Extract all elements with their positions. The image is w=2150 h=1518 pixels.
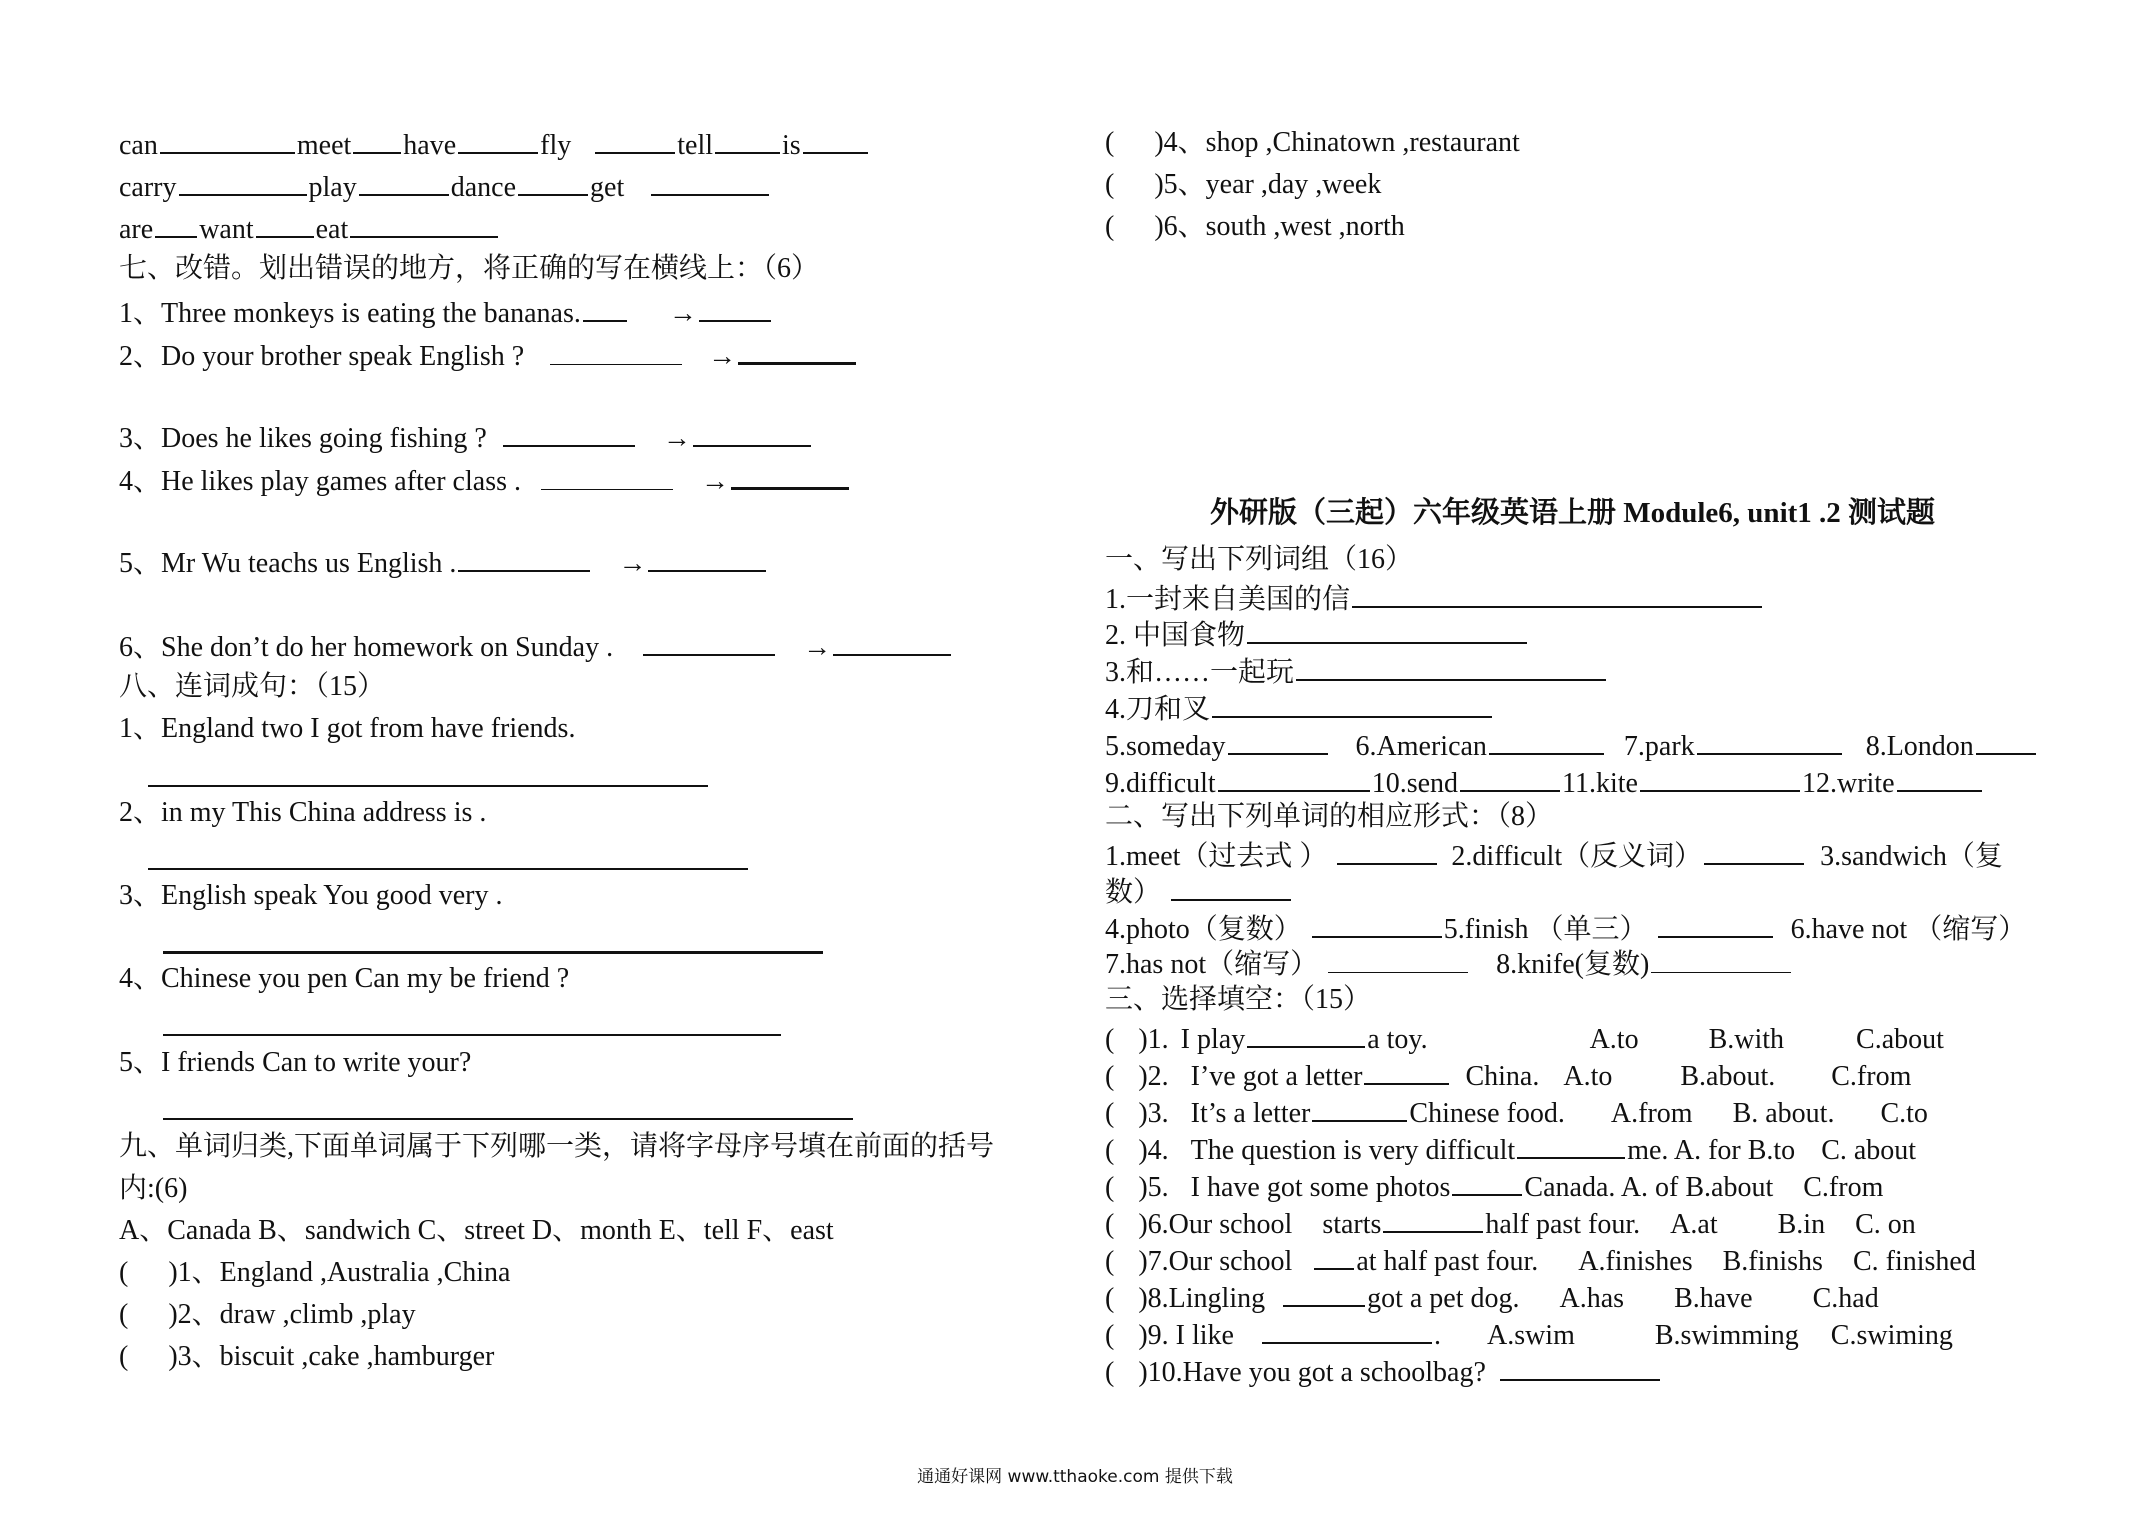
word: dance bbox=[450, 172, 517, 203]
phrase-prompt: 10.send bbox=[1371, 768, 1459, 799]
option[interactable]: A.to bbox=[1563, 1061, 1613, 1092]
option[interactable]: B.in bbox=[1777, 1209, 1826, 1240]
word-form-prompt: 5.finish （单三） bbox=[1443, 914, 1648, 945]
answer-blank[interactable] bbox=[256, 210, 314, 238]
word-form-prompt: 3.sandwich（复 bbox=[1820, 841, 2003, 872]
item-number: )2. bbox=[1138, 1061, 1169, 1092]
answer-blank[interactable] bbox=[518, 168, 588, 196]
item-number: )9. I like bbox=[1138, 1320, 1234, 1351]
word-group: )1、England ,Australia ,China bbox=[168, 1257, 511, 1288]
answer-blank[interactable] bbox=[1314, 1242, 1354, 1270]
answer-paren[interactable]: ( bbox=[1105, 1209, 1115, 1240]
footer-source: 通通好课网 www.tthaoke.com 提供下载 bbox=[917, 1467, 1233, 1487]
word-form-prompt: 7.has not（缩写） bbox=[1105, 949, 1319, 980]
stem: at half past four. bbox=[1356, 1246, 1539, 1277]
answer-paren[interactable]: ( bbox=[1105, 1172, 1115, 1203]
stem: Chinese food. bbox=[1409, 1098, 1565, 1129]
answer-blank[interactable] bbox=[1651, 946, 1791, 973]
word: play bbox=[308, 172, 357, 203]
answer-blank[interactable] bbox=[1364, 1057, 1449, 1085]
correction-blank[interactable] bbox=[833, 628, 951, 656]
stem: China. bbox=[1465, 1061, 1540, 1092]
sentence: 3、Does he likes going fishing ? bbox=[119, 423, 487, 454]
answer-blank[interactable] bbox=[1283, 1279, 1365, 1307]
option[interactable]: A.at bbox=[1670, 1209, 1718, 1240]
correction-item bbox=[119, 336, 858, 374]
answer-blank[interactable] bbox=[1312, 1094, 1407, 1122]
item-number: )5. bbox=[1138, 1172, 1169, 1203]
answer-blank[interactable] bbox=[1296, 653, 1606, 681]
word: meet bbox=[296, 130, 352, 161]
classify-item bbox=[1105, 126, 1520, 160]
word-group: )4、shop ,Chinatown ,restaurant bbox=[1154, 127, 1520, 158]
sentence: 2、Do your brother speak English ? bbox=[119, 341, 525, 372]
answer-blank[interactable] bbox=[1383, 1205, 1483, 1233]
test-title: 外研版（三起）六年级英语上册 Module6, unit1 .2 测试题 bbox=[1210, 497, 1936, 529]
answer-paren[interactable]: ( bbox=[1105, 211, 1115, 242]
item-number: )3. bbox=[1138, 1098, 1169, 1129]
answer-blank[interactable] bbox=[1337, 837, 1437, 865]
answer-blank[interactable] bbox=[160, 126, 295, 154]
choice-item bbox=[1105, 1131, 1916, 1168]
phrase-prompt: 3.和……一起玩 bbox=[1105, 657, 1295, 688]
error-blank[interactable] bbox=[541, 463, 673, 490]
section-8-title: 八、连词成句：（15） bbox=[119, 671, 386, 702]
error-blank[interactable] bbox=[643, 628, 775, 656]
stem: starts bbox=[1322, 1209, 1382, 1240]
answer-blank[interactable] bbox=[1697, 727, 1842, 755]
sentence: 6、She don’t do her homework on Sunday . bbox=[119, 632, 614, 663]
word-form-row bbox=[1105, 910, 2026, 947]
error-blank[interactable] bbox=[458, 544, 590, 572]
stem: The question is very difficult bbox=[1190, 1135, 1516, 1166]
sentence: 4、He likes play games after class . bbox=[119, 466, 521, 497]
error-blank[interactable] bbox=[550, 338, 682, 365]
word-row-2 bbox=[119, 168, 771, 205]
option[interactable]: A.from bbox=[1610, 1098, 1693, 1129]
section-9-title-cont: 内:(6) bbox=[119, 1173, 188, 1204]
word-row-1 bbox=[119, 126, 870, 163]
option[interactable]: C. on bbox=[1855, 1209, 1916, 1240]
stem: half past four. bbox=[1485, 1209, 1641, 1240]
answer-blank[interactable] bbox=[1247, 616, 1527, 644]
answer-blank[interactable] bbox=[1489, 727, 1604, 755]
word-form-prompt: 2.difficult（反义词） bbox=[1451, 841, 1703, 872]
phrase-item bbox=[1105, 580, 1764, 617]
error-blank[interactable] bbox=[583, 294, 627, 322]
answer-blank[interactable] bbox=[1704, 837, 1804, 865]
word: want bbox=[199, 214, 254, 245]
answer-blank[interactable] bbox=[1262, 1316, 1432, 1344]
phrase-prompt: 1.一封来自美国的信 bbox=[1105, 584, 1351, 615]
answer-blank[interactable] bbox=[350, 210, 498, 238]
correction-item bbox=[119, 544, 768, 581]
answer-line[interactable] bbox=[163, 1032, 781, 1036]
phrase-prompt: 12.write bbox=[1801, 768, 1895, 799]
answer-blank[interactable] bbox=[1328, 946, 1468, 973]
answer-paren[interactable]: ( bbox=[1105, 1024, 1115, 1055]
stem: a toy. bbox=[1367, 1024, 1428, 1055]
option[interactable]: C.from bbox=[1803, 1172, 1884, 1203]
answer-blank[interactable] bbox=[1228, 727, 1328, 755]
classify-item bbox=[1105, 168, 1381, 202]
answer-blank[interactable] bbox=[1517, 1131, 1625, 1159]
answer-blank[interactable] bbox=[1658, 910, 1773, 938]
word-form-row-cont bbox=[1105, 873, 1293, 910]
answer-blank[interactable] bbox=[1897, 764, 1982, 792]
answer-paren[interactable]: ( bbox=[1105, 169, 1115, 200]
answer-blank[interactable] bbox=[1976, 727, 2036, 755]
phrase-prompt: 9.difficult bbox=[1105, 768, 1216, 799]
option[interactable]: B.with bbox=[1708, 1024, 1785, 1055]
answer-paren[interactable]: ( bbox=[1105, 1098, 1115, 1129]
answer-blank[interactable] bbox=[595, 126, 675, 154]
answer-paren[interactable]: ( bbox=[1105, 1135, 1115, 1166]
stem: I’ve got a letter bbox=[1190, 1061, 1363, 1092]
option[interactable]: C. finished bbox=[1852, 1246, 1976, 1277]
correction-blank[interactable] bbox=[648, 544, 766, 572]
scrambled-sentence: 1、England two I got from have friends. bbox=[119, 713, 576, 744]
option[interactable]: C.about bbox=[1856, 1024, 1944, 1055]
section-9-title: 九、单词归类,下面单词属于下列哪一类，请将字母序号填在前面的括号 bbox=[119, 1131, 995, 1162]
answer-blank[interactable] bbox=[1247, 1020, 1365, 1048]
phrase-prompt: 4.刀和叉 bbox=[1105, 694, 1211, 725]
answer-blank[interactable] bbox=[1171, 873, 1291, 901]
stem: Canada. A. of B.about bbox=[1524, 1172, 1774, 1203]
correction-blank[interactable] bbox=[693, 419, 811, 447]
correction-blank[interactable] bbox=[699, 294, 771, 322]
stem: I have got some photos bbox=[1190, 1172, 1451, 1203]
section-3-title: 三、选择填空：（15） bbox=[1105, 984, 1372, 1015]
answer-blank[interactable] bbox=[1460, 764, 1560, 792]
answer-paren[interactable]: ( bbox=[1105, 1246, 1115, 1277]
arrow-icon: → bbox=[803, 632, 832, 663]
phrase-row bbox=[1105, 727, 2038, 764]
answer-blank[interactable] bbox=[458, 126, 538, 154]
word: eat bbox=[315, 214, 349, 245]
item-number: )1. bbox=[1138, 1024, 1169, 1055]
correction-blank[interactable] bbox=[731, 461, 849, 490]
choice-item bbox=[1105, 1242, 1976, 1279]
word: can bbox=[119, 130, 158, 161]
sentence: 5、Mr Wu teachs us English . bbox=[119, 548, 457, 579]
word-group: )2、draw ,climb ,play bbox=[168, 1299, 416, 1330]
option[interactable]: A.swim bbox=[1486, 1320, 1575, 1351]
answer-paren[interactable]: ( bbox=[1105, 1320, 1115, 1351]
answer-paren[interactable]: ( bbox=[1105, 1357, 1115, 1388]
answer-blank[interactable] bbox=[1312, 910, 1442, 938]
word: fly bbox=[540, 130, 572, 161]
item-number: )6.Our school bbox=[1138, 1209, 1293, 1240]
correction-blank[interactable] bbox=[738, 336, 856, 365]
word-form-prompt: 8.knife(复数) bbox=[1496, 949, 1650, 980]
arrow-icon: → bbox=[708, 341, 737, 372]
choice-item bbox=[1105, 1205, 1916, 1242]
answer-blank[interactable] bbox=[803, 126, 868, 154]
answer-paren[interactable]: ( bbox=[1105, 1283, 1115, 1314]
phrase-prompt: 7.park bbox=[1623, 731, 1695, 762]
answer-paren[interactable]: ( bbox=[1105, 127, 1115, 158]
answer-blank[interactable] bbox=[1218, 764, 1370, 792]
phrase-row bbox=[1105, 764, 1984, 801]
item-number: )7.Our school bbox=[1138, 1246, 1293, 1277]
item-number: )10.Have you got a schoolbag? bbox=[1138, 1357, 1486, 1388]
answer-blank[interactable] bbox=[1640, 764, 1800, 792]
stem: It’s a letter bbox=[1190, 1098, 1311, 1129]
option[interactable]: A.finishes bbox=[1578, 1246, 1693, 1277]
answer-blank[interactable] bbox=[651, 168, 769, 196]
stem: I play bbox=[1180, 1024, 1246, 1055]
choice-item bbox=[1105, 1353, 1662, 1390]
classify-item bbox=[1105, 210, 1405, 244]
choice-item bbox=[1105, 1316, 1953, 1353]
choice-item bbox=[1105, 1094, 1928, 1131]
answer-line[interactable] bbox=[163, 949, 823, 954]
word-group: )5、year ,day ,week bbox=[1154, 169, 1382, 200]
answer-blank[interactable] bbox=[155, 210, 197, 238]
word-form-prompt: 数） bbox=[1105, 877, 1162, 908]
category-options: A、Canada B、sandwich C、street D、month E、tell F、east bbox=[119, 1215, 834, 1246]
choice-item bbox=[1105, 1279, 1879, 1316]
stem: me. A. for B.to bbox=[1627, 1135, 1796, 1166]
error-blank[interactable] bbox=[503, 419, 635, 447]
word-row-3 bbox=[119, 210, 500, 247]
word-form-prompt: 6.have not （缩写） bbox=[1790, 914, 2027, 945]
correction-item bbox=[119, 628, 953, 665]
scrambled-sentence: 5、I friends Can to write your? bbox=[119, 1047, 472, 1078]
correction-item bbox=[119, 419, 813, 456]
answer-blank[interactable] bbox=[359, 168, 449, 196]
stem: . bbox=[1433, 1320, 1441, 1351]
phrase-prompt: 5.someday bbox=[1105, 731, 1226, 762]
section-1-title: 一、写出下列词组（16） bbox=[1105, 544, 1414, 575]
answer-line[interactable] bbox=[148, 866, 748, 870]
section-2-title: 二、写出下列单词的相应形式：（8） bbox=[1105, 801, 1554, 832]
choice-item bbox=[1105, 1168, 1883, 1205]
word: carry bbox=[119, 172, 177, 203]
word-form-prompt: 4.photo（复数） bbox=[1105, 914, 1302, 945]
phrase-prompt: 2. 中国食物 bbox=[1105, 620, 1246, 651]
scrambled-sentence: 2、in my This China address is . bbox=[119, 797, 487, 828]
arrow-icon: → bbox=[618, 548, 647, 579]
answer-paren[interactable]: ( bbox=[119, 1341, 129, 1372]
option[interactable]: C.from bbox=[1831, 1061, 1912, 1092]
answer-line[interactable] bbox=[163, 1116, 853, 1120]
word: get bbox=[590, 172, 625, 203]
classify-item bbox=[119, 1340, 494, 1374]
section-7-title: 七、改错。划出错误的地方，将正确的写在横线上：（6） bbox=[119, 253, 820, 284]
phrase-prompt: 6.American bbox=[1355, 731, 1487, 762]
phrase-item bbox=[1105, 653, 1608, 690]
answer-blank[interactable] bbox=[715, 126, 780, 154]
option[interactable]: A.to bbox=[1589, 1024, 1639, 1055]
word-group: )6、south ,west ,north bbox=[1154, 211, 1405, 242]
phrase-item bbox=[1105, 690, 1494, 727]
answer-blank[interactable] bbox=[353, 126, 401, 154]
option[interactable]: C.to bbox=[1880, 1098, 1928, 1129]
scrambled-sentence: 4、Chinese you pen Can my be friend ? bbox=[119, 963, 570, 994]
word: have bbox=[403, 130, 457, 161]
word-form-row bbox=[1105, 946, 1793, 982]
item-number: )8.Lingling bbox=[1138, 1283, 1266, 1314]
correction-item bbox=[119, 461, 851, 499]
option[interactable]: B.about. bbox=[1680, 1061, 1776, 1092]
correction-item bbox=[119, 294, 773, 331]
word: tell bbox=[677, 130, 714, 161]
phrase-prompt: 8.London bbox=[1865, 731, 1974, 762]
arrow-icon: → bbox=[662, 423, 691, 454]
option[interactable]: C. about bbox=[1821, 1135, 1917, 1166]
choice-item bbox=[1105, 1020, 1944, 1057]
option[interactable]: A.has bbox=[1559, 1283, 1625, 1314]
option[interactable]: B. about. bbox=[1732, 1098, 1835, 1129]
option[interactable]: B.swimming bbox=[1654, 1320, 1799, 1351]
word: are bbox=[119, 214, 154, 245]
answer-paren[interactable]: ( bbox=[119, 1299, 129, 1330]
choice-item bbox=[1105, 1057, 1911, 1094]
word-form-row bbox=[1105, 837, 2003, 874]
option[interactable]: C.swiming bbox=[1830, 1320, 1953, 1351]
sentence: 1、Three monkeys is eating the bananas. bbox=[119, 298, 581, 329]
answer-blank[interactable] bbox=[1352, 580, 1762, 608]
scrambled-sentence: 3、English speak You good very . bbox=[119, 880, 503, 911]
arrow-icon: → bbox=[668, 298, 697, 329]
answer-paren[interactable]: ( bbox=[1105, 1061, 1115, 1092]
word-form-prompt: 1.meet（过去式 ） bbox=[1105, 841, 1328, 872]
phrase-item bbox=[1105, 616, 1529, 653]
answer-paren[interactable]: ( bbox=[119, 1257, 129, 1288]
option[interactable]: B.have bbox=[1674, 1283, 1753, 1314]
answer-line[interactable] bbox=[148, 783, 708, 787]
stem: got a pet dog. bbox=[1367, 1283, 1520, 1314]
phrase-prompt: 11.kite bbox=[1562, 768, 1638, 799]
answer-blank[interactable] bbox=[1212, 690, 1492, 718]
word-group: )3、biscuit ,cake ,hamburger bbox=[168, 1341, 495, 1372]
answer-blank[interactable] bbox=[1452, 1168, 1522, 1196]
classify-item bbox=[119, 1256, 510, 1290]
classify-item bbox=[119, 1298, 416, 1332]
answer-blank[interactable] bbox=[1500, 1353, 1660, 1381]
item-number: )4. bbox=[1138, 1135, 1169, 1166]
word: is bbox=[782, 130, 801, 161]
answer-blank[interactable] bbox=[179, 168, 307, 196]
option[interactable]: C.had bbox=[1812, 1283, 1879, 1314]
option[interactable]: B.finishs bbox=[1722, 1246, 1823, 1277]
arrow-icon: → bbox=[700, 466, 729, 497]
